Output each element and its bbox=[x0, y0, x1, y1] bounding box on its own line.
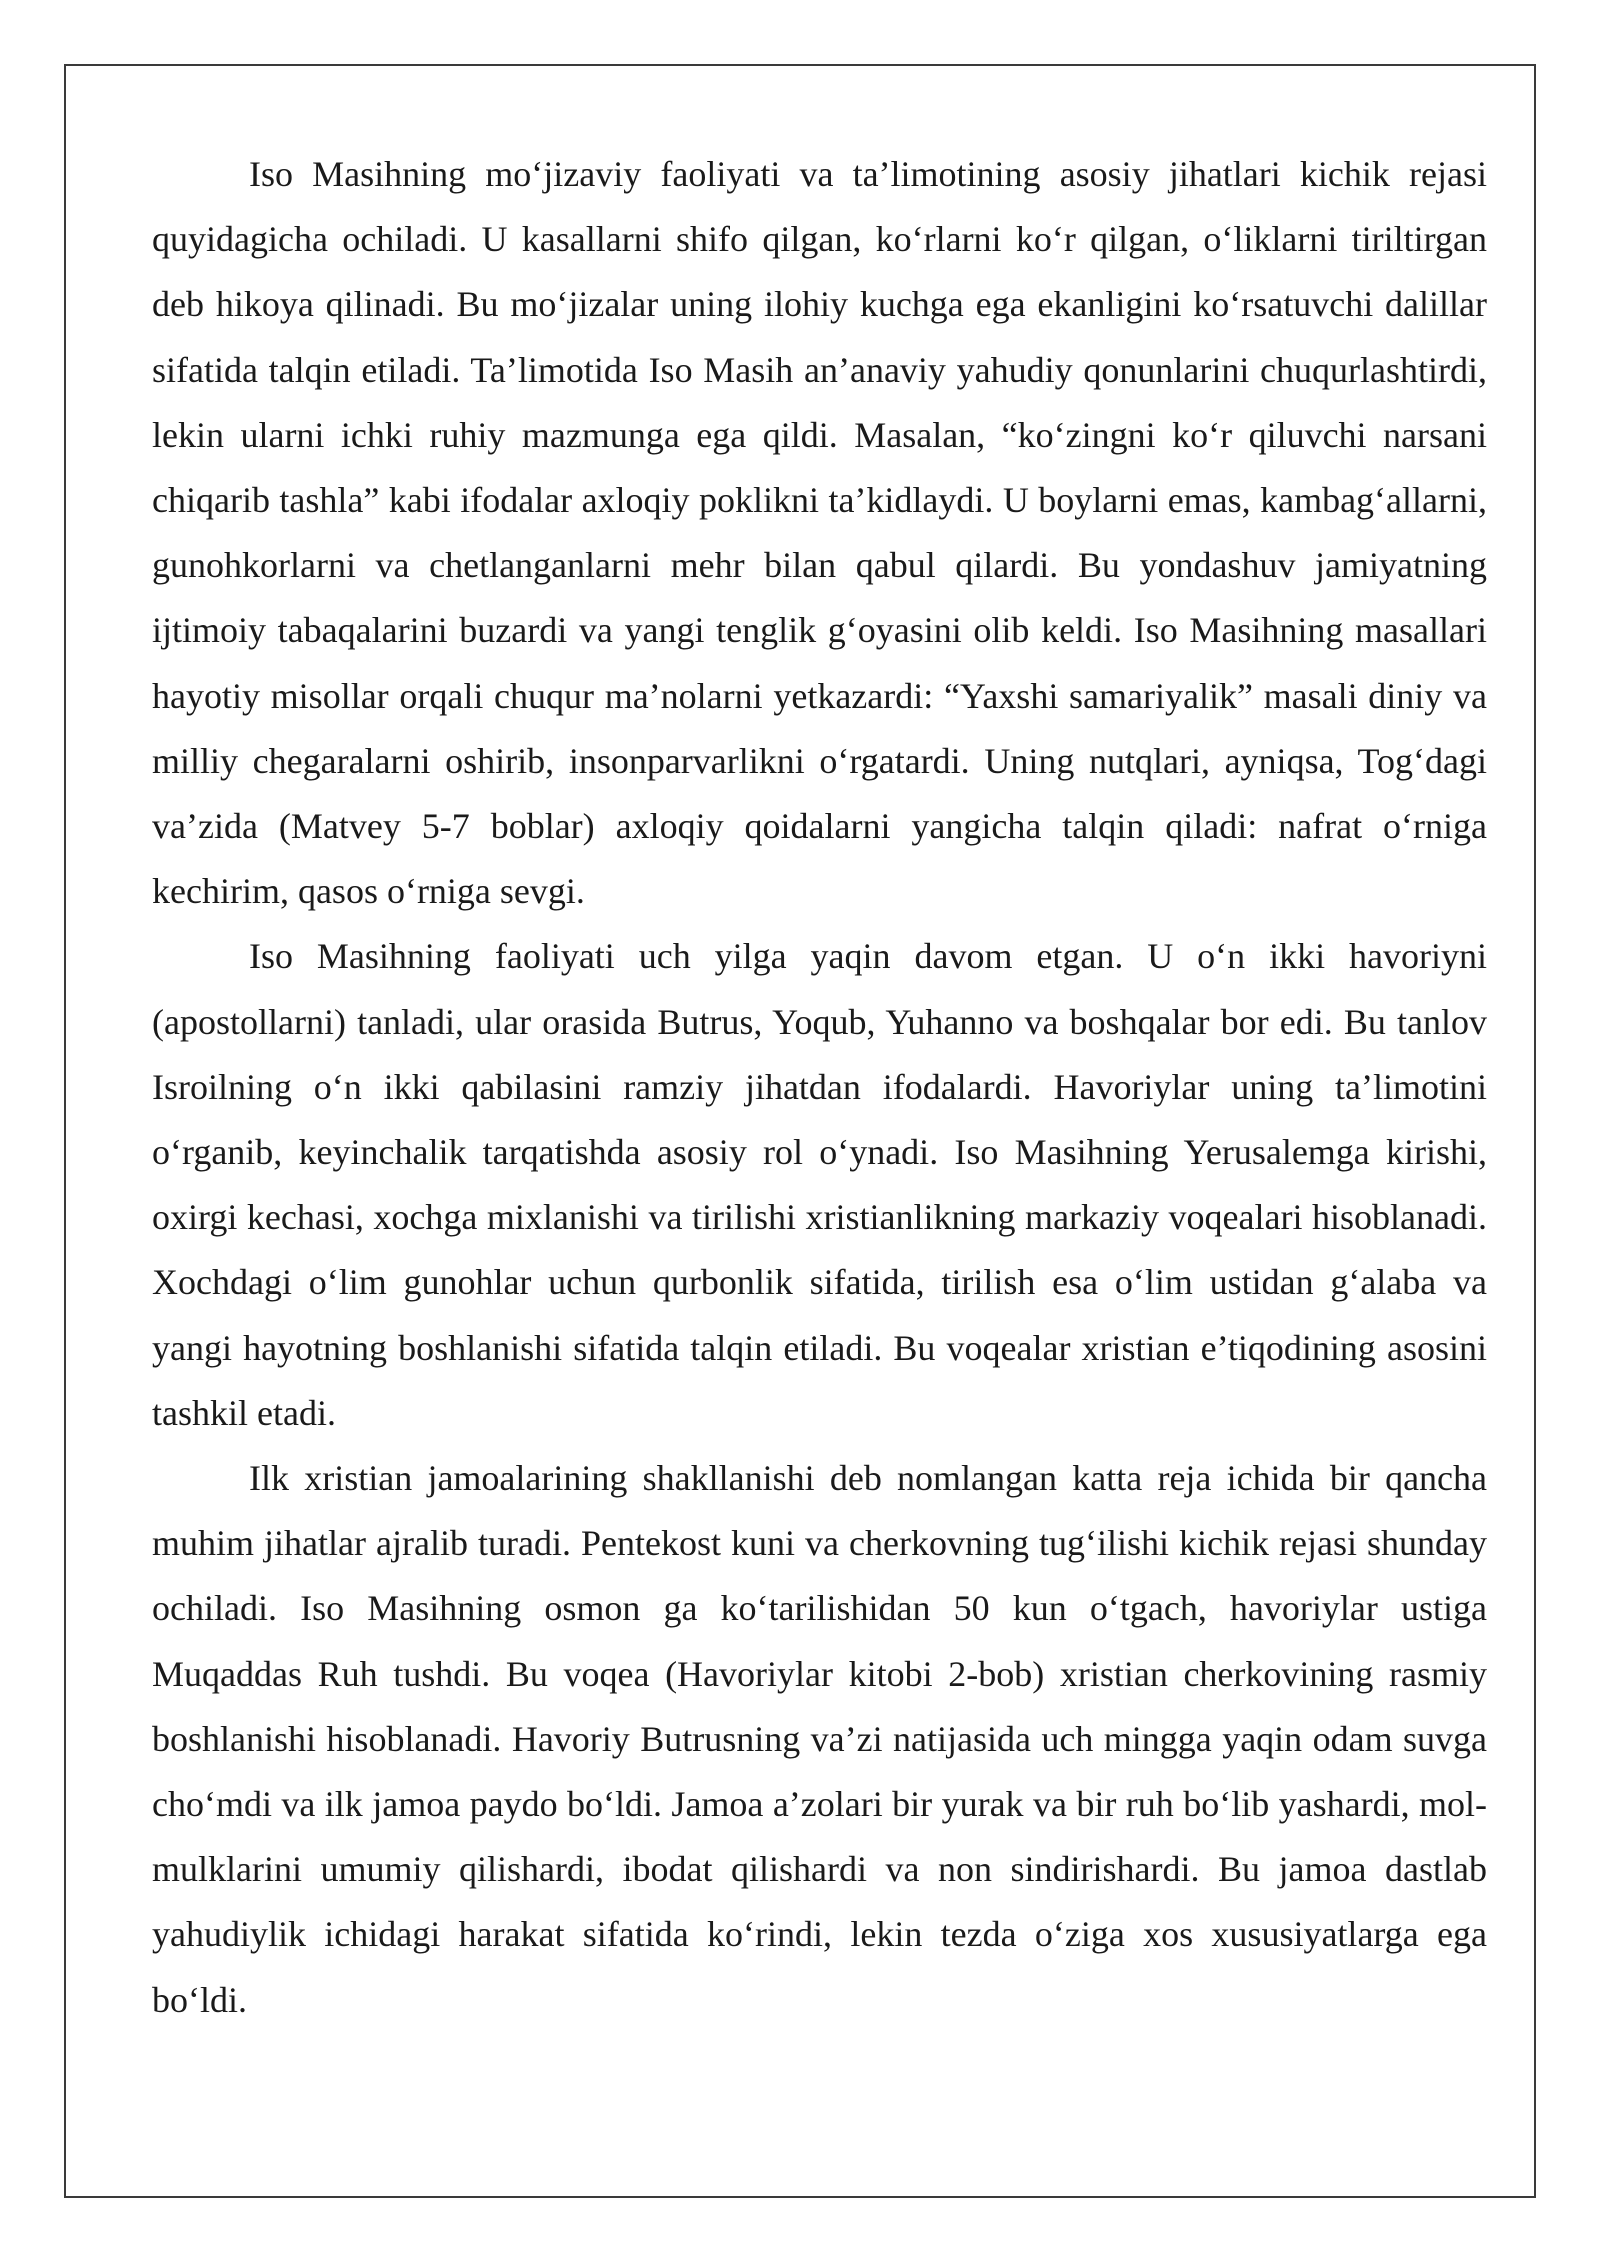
paragraph-2: Iso Masihning faoliyati uch yilga yaqin davom etgan. U o‘n ikki havoriyni (apostollarni) tanladi, ular orasida Butrus, Yoqub, Yuhanno va boshqalar bor edi. Bu tanlov Isroilning o‘n ikki qabilasini ramziy jihatdan ifodalardi. Havoriylar uning ta’limotini o‘rganib, keyinchalik tarqatishda asosiy rol o‘ynadi. Iso Masihning Yerusalemga kirishi, oxirgi kechasi, xochga mixlanishi va tirilishi xristianlikning markaziy voqealari hisoblanadi. Xochdagi o‘lim gunohlar uchun qurbonlik sifatida, tirilish esa o‘lim ustidan g‘alaba va yangi hayotning boshlanishi sifatida talqin etiladi. Bu voqealar xristian e’tiqodining asosini tashkil etadi. bbox=[152, 936, 1487, 1433]
document-body bbox=[152, 142, 1487, 2033]
paragraph-3: Ilk xristian jamoalarining shakllanishi deb nomlangan katta reja ichida bir qancha muhim jihatlar ajralib turadi. Pentekost kuni va cherkovning tug‘ilishi kichik rejasi shunday ochiladi. Iso Masihning osmon ga ko‘tarilishidan 50 kun o‘tgach, havoriylar ustiga Muqaddas Ruh tushdi. Bu voqea (Havoriylar kitobi 2-bob) xristian cherkovining rasmiy boshlanishi hisoblanadi. Havoriy Butrusning va’zi natijasida uch mingga yaqin odam suvga cho‘mdi va ilk jamoa paydo bo‘ldi. Jamoa a’zolari bir yurak va bir ruh bo‘lib yashardi, mol-mulklarini umumiy qilishardi, ibodat qilishardi va non sindirishardi. Bu jamoa dastlab yahudiylik ichidagi harakat sifatida ko‘rindi, lekin tezda o‘ziga xos xususiyatlarga ega bo‘ldi. bbox=[152, 1458, 1487, 2020]
paragraph-1: Iso Masihning mo‘jizaviy faoliyati va ta’limotining asosiy jihatlari kichik rejasi quyidagicha ochiladi. U kasallarni shifo qilgan, ko‘rlarni ko‘r qilgan, o‘liklarni tiriltirgan deb hikoya qilinadi. Bu mo‘jizalar uning ilohiy kuchga ega ekanligini ko‘rsatuvchi dalillar sifatida talqin etiladi. Ta’limotida Iso Masih an’anaviy yahudiy qonunlarini chuqurlashtirdi, lekin ularni ichki ruhiy mazmunga ega qildi. Masalan, “ko‘zingni ko‘r qiluvchi narsani chiqarib tashla” kabi ifodalar axloqiy poklikni ta’kidlaydi. U boylarni emas, kambag‘allarni, gunohkorlarni va chetlanganlarni mehr bilan qabul qilardi. Bu yondashuv jamiyatning ijtimoiy tabaqalarini buzardi va yangi tenglik g‘oyasini olib keldi. Iso Masihning masallari hayotiy misollar orqali chuqur ma’nolarni yetkazardi: “Yaxshi samariyalik” masali diniy va milliy chegaralarni oshirib, insonparvarlikni o‘rgatardi. Uning nutqlari, ayniqsa, Tog‘dagi va’zida (Matvey 5-7 boblar) axloqiy qoidalarni yangicha talqin qiladi: nafrat o‘rniga kechirim, qasos o‘rniga sevgi. bbox=[152, 154, 1487, 912]
